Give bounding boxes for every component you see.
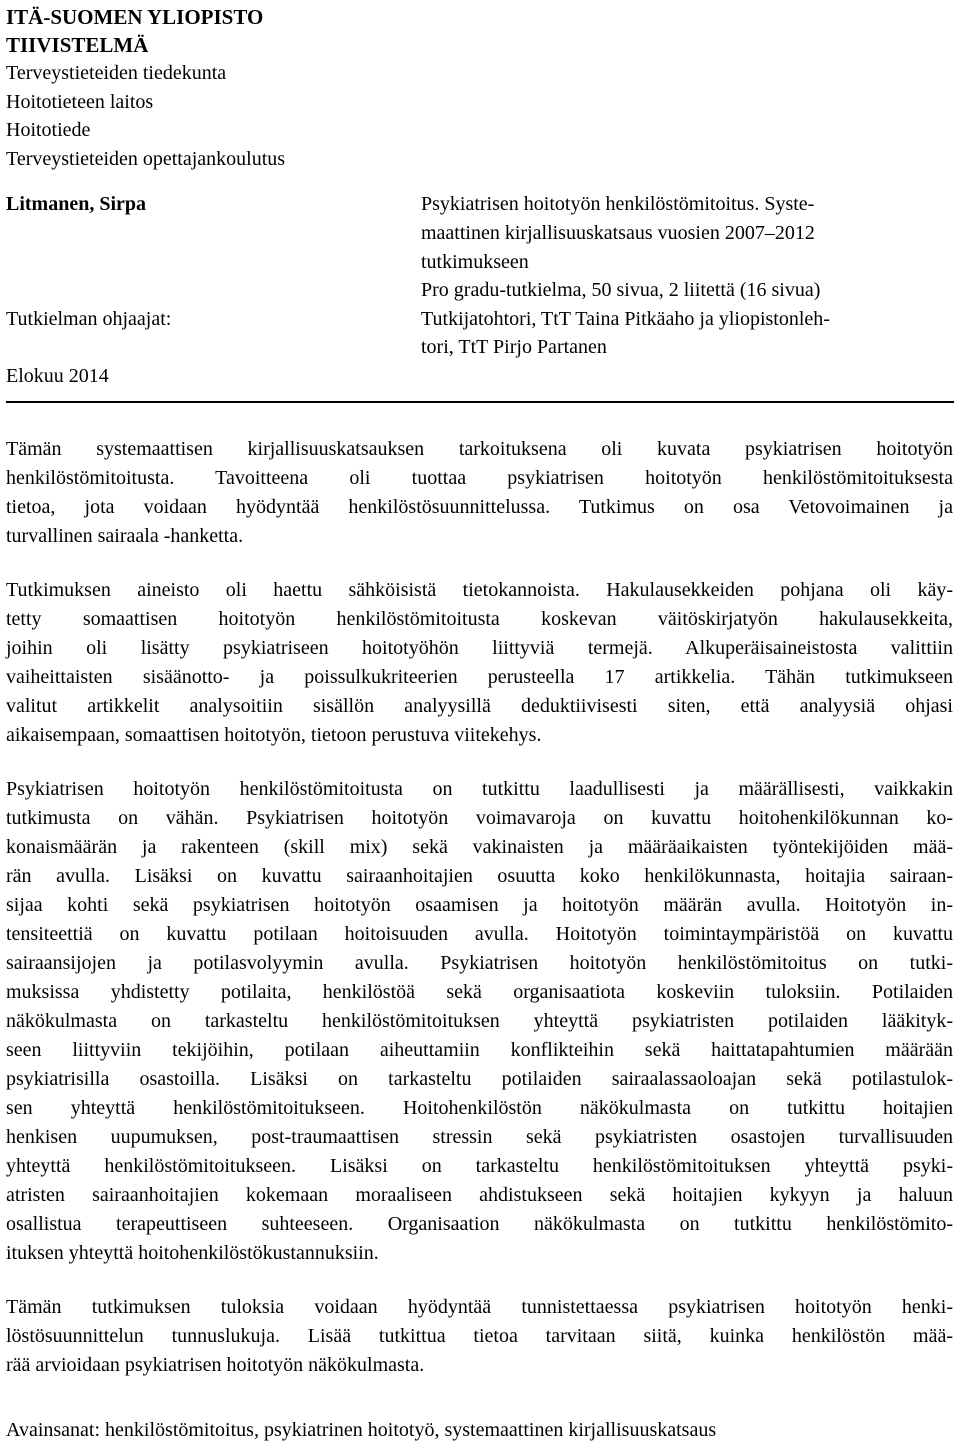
date-row	[6, 362, 954, 391]
paragraph-line: rää arvioidaan psykiatrisen hoitotyön näkökulmasta.	[6, 1354, 425, 1376]
thesis-info	[6, 190, 954, 390]
paragraph-line: tutkimusta on vähän. Psykiatrisen hoitotyön voimavaroja on kuvattu hoitohenkilökunnan ko-	[6, 807, 953, 829]
abstract-paragraph	[6, 576, 953, 750]
paragraph-line: näkökulmasta on tarkasteltu henkilöstömitoituksen yhteyttä psykiatristen potilaiden lääkityk-	[6, 1010, 953, 1032]
thesis-title-line: tutkimukseen	[421, 250, 529, 273]
paragraph-line: vaiheittaisten sisäänotto- ja poissulkukriteerien perusteella 17 artikkelia. Tähän tutkimukseen	[6, 666, 953, 688]
supervisors-row	[6, 305, 954, 362]
paragraph-line: tensiteettiä on kuvattu potilaan hoitoisuuden avulla. Hoitotyön toimintaympäristöä on kuvattu	[6, 923, 953, 945]
paragraph-line: Psykiatrisen hoitotyön henkilöstömitoitusta on tutkittu laadullisesti ja määrällisesti, vaikkakin	[6, 778, 953, 800]
supervisors	[421, 305, 954, 362]
department-name: Hoitotieteen laitos	[6, 90, 154, 113]
paragraph-line: Tämän tutkimuksen tuloksia voidaan hyödyntää tunnistettaessa psykiatrisen hoitotyön henki-	[6, 1296, 953, 1318]
divider	[6, 401, 954, 403]
thesis-title-line: Psykiatrisen hoitotyön henkilöstömitoitus. Syste-	[421, 193, 815, 216]
paragraph-line: turvallinen sairaala -hanketta.	[6, 525, 244, 547]
author-name: Litmanen, Sirpa	[6, 193, 147, 216]
keywords: Avainsanat: henkilöstömitoitus, psykiatrinen hoitotyö, systemaattinen kirjallisuuskatsaus	[6, 1419, 717, 1441]
paragraph-line: henkilöstömitoitusta. Tavoitteena oli tuottaa psykiatrisen hoitotyön henkilöstömitoituksesta	[6, 467, 953, 489]
paragraph-line: sijaa kohti sekä psykiatrisen hoitotyön osaamisen ja hoitotyön määrän avulla. Hoitotyön in-	[6, 894, 953, 916]
paragraph-line: joihin oli lisätty psykiatriseen hoitotyöhön liittyviä termejä. Alkuperäisaineistosta valittiin	[6, 637, 953, 659]
thesis-title	[421, 190, 954, 304]
paragraph-line: yhteyttä henkilöstömitoitukseen. Lisäksi on tarkasteltu henkilöstömitoituksen yhteyttä psyki-	[6, 1155, 953, 1177]
abstract-page	[6, 0, 954, 1441]
paragraph-line: atristen sairaanhoitajien kokemaan moraaliseen ahdistukseen sekä hoitajien kykyyn ja haluun	[6, 1184, 953, 1206]
supervisors-line: tori, TtT Pirjo Partanen	[421, 336, 607, 359]
paragraph-line: rän avulla. Lisäksi on kuvattu sairaanhoitajien osuutta koko henkilökunnasta, hoitajia sairaan-	[6, 865, 953, 887]
paragraph-line: ituksen yhteyttä hoitohenkilöstökustannuksiin.	[6, 1242, 379, 1264]
document-header	[6, 3, 954, 173]
abstract-paragraph	[6, 435, 953, 551]
supervisors-label: Tutkielman ohjaajat:	[6, 307, 172, 330]
faculty-name: Terveystieteiden tiedekunta	[6, 62, 227, 84]
paragraph-line: sairaansijojen ja potilasvolyymin avulla. Psykiatrisen hoitotyön henkilöstömitoitus on tutki-	[6, 952, 953, 974]
abstract-paragraph	[6, 1293, 953, 1380]
paragraph-line: konaismäärän ja rakenteen (skill mix) sekä vakinaisten ja määräaikaisten työntekijöiden mää-	[6, 836, 953, 858]
paragraph-line: seen liittyviin tekijöihin, potilaan aiheuttamiin konflikteihin sekä haittatapahtumien määrään	[6, 1039, 953, 1061]
paragraph-line: Tutkimuksen aineisto oli haettu sähköisistä tietokannoista. Hakulausekkeiden pohjana oli käy-	[6, 579, 953, 601]
paragraph-line: Tämän systemaattisen kirjallisuuskatsauksen tarkoituksena oli kuvata psykiatrisen hoitotyön	[6, 438, 953, 460]
program-name: Terveystieteiden opettajankoulutus	[6, 147, 286, 170]
paragraph-line: henkisen uupumuksen, post-traumaattisen stressin sekä psykiatristen osastojen turvallisuuden	[6, 1126, 953, 1148]
author-row	[6, 190, 954, 304]
paragraph-line: tietoa, jota voidaan hyödyntää henkilöstösuunnittelussa. Tutkimus on osa Vetovoimainen ja	[6, 496, 953, 518]
paragraph-line: osallistua terapeuttiseen suhteeseen. Organisaation näkökulmasta on tutkittu henkilöstömito-	[6, 1213, 953, 1235]
paragraph-line: sen yhteyttä henkilöstömitoitukseen. Hoitohenkilöstön näkökulmasta on tutkittu hoitajien	[6, 1097, 953, 1119]
paragraph-line: löstösuunnittelun tunnuslukuja. Lisää tutkittua tietoa tarvitaan siitä, kuinka henkilöstön mää-	[6, 1325, 953, 1347]
supervisors-line: Tutkijatohtori, TtT Taina Pitkäaho ja yliopistonleh-	[421, 307, 830, 330]
thesis-date: Elokuu 2014	[6, 364, 109, 387]
paragraph-line: aikaisempaan, somaattisen hoitotyön, tietoon perustuva viitekehys.	[6, 724, 542, 746]
thesis-details: Pro gradu-tutkielma, 50 sivua, 2 liitettä (16 sivua)	[421, 279, 821, 302]
document-type: TIIVISTELMÄ	[6, 33, 149, 57]
paragraph-line: psykiatrisilla osastoilla. Lisäksi on tarkasteltu potilaiden sairaalassaoloajan sekä potilastulok-	[6, 1068, 953, 1090]
thesis-title-line: maattinen kirjallisuuskatsaus vuosien 2007–2012	[421, 221, 815, 244]
subject-name: Hoitotiede	[6, 119, 91, 142]
paragraph-line: valitut artikkelit analysoitiin sisällön analyysillä deduktiivisesti siten, että analyysiä ohjasi	[6, 695, 953, 717]
paragraph-line: tetty somaattisen hoitotyön henkilöstömitoitusta koskevan väitöskirjatyön hakulausekkeita,	[6, 608, 953, 630]
abstract-body	[6, 435, 953, 1405]
paragraph-line: muksissa yhdistetty potilaita, henkilöstöä sekä organisaatiota koskeviin tuloksiin. Potilaiden	[6, 981, 953, 1003]
university-name: ITÄ-SUOMEN YLIOPISTO	[6, 5, 264, 29]
abstract-paragraph	[6, 775, 953, 1268]
